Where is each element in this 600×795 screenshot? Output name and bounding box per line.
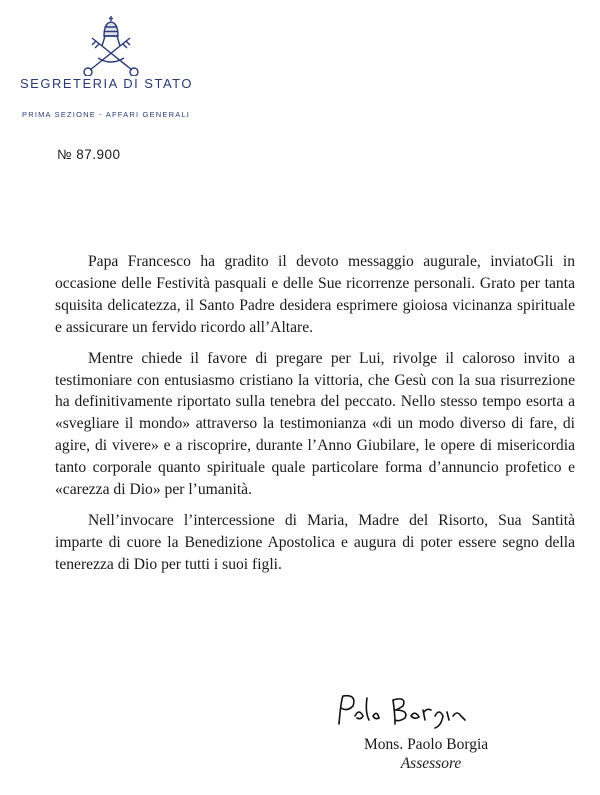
handwritten-signature bbox=[333, 690, 473, 730]
paragraph: Nell’invocare l’intercessione di Maria, Madre del Risorto, Sua Santità imparte di cuore la Benedizione Apostolica e augura di poter essere segno della tenerezza di Dio per tutti i suoi figli. bbox=[55, 511, 575, 573]
letter-body bbox=[55, 251, 575, 585]
signer-name: Mons. Paolo Borgia bbox=[364, 736, 489, 753]
protocol-number: № 87.900 bbox=[57, 147, 121, 162]
paragraph: Mentre chiede il favore di pregare per Lui, rivolge il caloroso invito a testimoniare con entusiasmo cristiano la vittoria, che Gesù con la sua risurrezione ha definitivamente riportato sulla tenebra del peccato. Nello stesso tempo esorta a «svegliare il mondo» attraverso la testimonianza «di un modo diverso di fare, di agire, di vivere» e a riscoprire, durante l’Anno Giubilare, le opere di misericordia tanto corporale quanto spirituale quale particolare forma d’annuncio profetico e «carezza di Dio» per l’umanità. bbox=[55, 349, 575, 499]
org-subtitle: PRIMA SEZIONE - AFFARI GENERALI bbox=[22, 110, 191, 119]
papal-crest-icon bbox=[78, 14, 144, 76]
org-name: SEGRETERIA DI STATO bbox=[20, 76, 193, 91]
signer-title: Assessore bbox=[400, 755, 462, 772]
paragraph: Papa Francesco ha gradito il devoto messaggio augurale, inviatoGli in occasione delle Festività pasquali e delle Sue ricorrenze personali. Grato per tanta squisita delicatezza, il Santo Padre desidera esprimere gioiosa vicinanza spirituale e assicurare un fervido ricordo all’Altare. bbox=[55, 253, 575, 336]
